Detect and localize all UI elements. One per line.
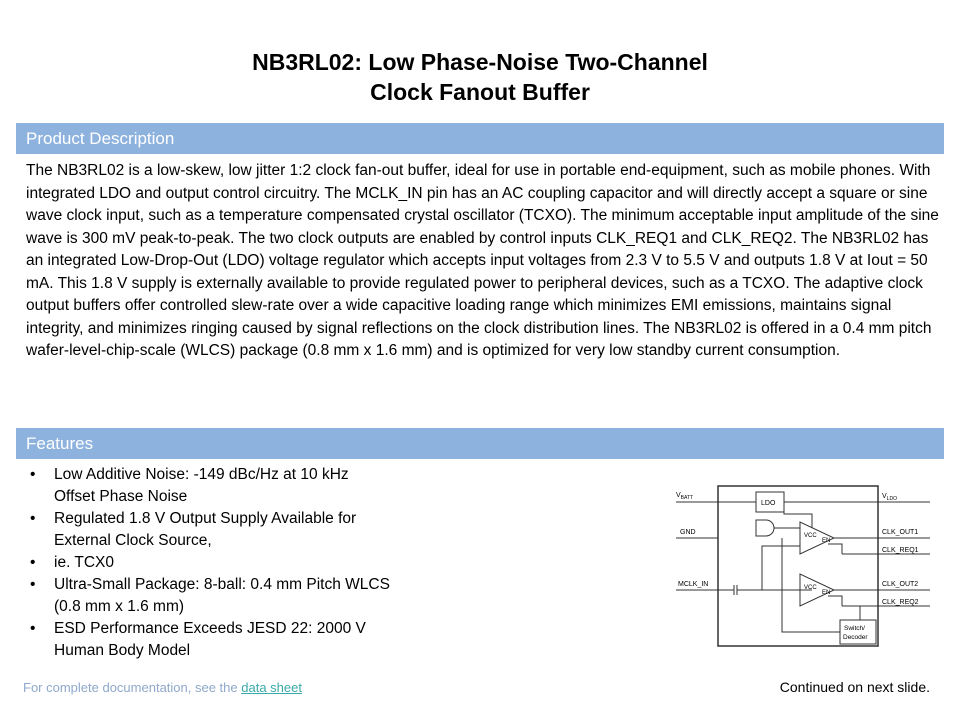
page-title	[0, 47, 960, 107]
feature-line: Regulated 1.8 V Output Supply Available for	[54, 510, 357, 527]
product-description-header	[16, 123, 944, 154]
clk-req2-label: CLK_REQ2	[882, 599, 919, 606]
en2-wire	[828, 596, 842, 606]
feature-line: Human Body Model	[54, 642, 191, 659]
features-list	[30, 464, 470, 662]
feature-line: Low Additive Noise: -149 dBc/Hz at 10 kHz	[54, 466, 349, 483]
bullet-icon: •	[30, 554, 36, 571]
feature-line: Offset Phase Noise	[54, 488, 188, 505]
continued-note: Continued on next slide.	[779, 679, 930, 695]
documentation-note	[23, 680, 302, 695]
vbatt-label: $V_{BATT}$	[676, 492, 694, 501]
vcc-route	[784, 502, 812, 528]
bullet-icon: •	[30, 510, 36, 527]
feature-line: ESD Performance Exceeds JESD 22: 2000 V	[54, 620, 366, 637]
vcc-label-1: VCC	[804, 533, 817, 539]
feature-item	[30, 618, 470, 662]
feature-item	[30, 574, 470, 618]
mclk-in-label: MCLK_IN	[678, 581, 709, 588]
decoder-label: Decoder	[843, 634, 868, 641]
ldo-label: LDO	[761, 500, 776, 507]
bullet-icon: •	[30, 466, 36, 483]
documentation-prefix: For complete documentation, see the	[23, 680, 238, 695]
en-label-2: EN	[822, 590, 831, 596]
switch-label: Switch/	[844, 625, 865, 632]
features-heading: Features	[26, 434, 94, 453]
product-description-heading: Product Description	[26, 129, 175, 148]
chip-outline	[718, 486, 878, 646]
data-sheet-link[interactable]: data sheet	[241, 680, 302, 695]
features-header	[16, 428, 944, 459]
clk-req1-label: CLK_REQ1	[882, 547, 919, 554]
vcc-label-2: VCC	[804, 585, 817, 591]
block-diagram	[672, 482, 930, 650]
mclk-route	[762, 546, 800, 590]
en1-wire	[828, 544, 842, 554]
feature-line: (0.8 mm x 1.6 mm)	[54, 598, 185, 615]
feature-line: External Clock Source,	[54, 532, 212, 549]
title-line-1: NB3RL02: Low Phase-Noise Two-Channel	[252, 49, 708, 75]
feature-item	[30, 464, 470, 508]
bullet-icon: •	[30, 576, 36, 593]
bullet-icon: •	[30, 620, 36, 637]
feature-item	[30, 508, 470, 552]
product-description-text: The NB3RL02 is a low-skew, low jitter 1:2 clock fan-out buffer, ideal for use in portable end-equipment, such as mobile phones. With integrated LDO and output control circuitry. The MCLK_IN pin has an AC coupling capacitor and will directly accept a square or sine wave clock input, such as a temperature compensated crystal oscillator (TCXO). The minimum acceptable input amplitude of the sine wave is 300 mV peak-to-peak. The two clock outputs are enabled by control inputs CLK_REQ1 and CLK_REQ2. The NB3RL02 has an integrated Low-Drop-Out (LDO) voltage regulator which accepts input voltages from 2.3 V to 5.5 V and outputs 1.8 V at Iout = 50 mA. This 1.8 V supply is externally available to provide regulated power to peripheral devices, such as a TCXO. The adaptive clock output buffers offer controlled slew-rate over a wide capacitive loading range which minimizes EMI emissions, maintains signal integrity, and minimizes ringing caused by signal reflections on the clock distribution lines. The NB3RL02 is offered in a 0.4 mm pitch wafer-level-chip-scale (WLCS) package (0.8 mm x 1.6 mm) and is optimized for very low standby current consumption.	[26, 162, 939, 359]
feature-item	[30, 552, 470, 574]
gnd-label: GND	[680, 529, 696, 536]
and-gate	[756, 520, 774, 536]
feature-line: ie. TCX0	[54, 554, 115, 571]
clk-out1-label: CLK_OUT1	[882, 529, 919, 536]
feature-line: Ultra-Small Package: 8-ball: 0.4 mm Pitch WLCS	[54, 576, 390, 593]
en-label-1: EN	[822, 538, 831, 544]
vldo-label: $V_{LDO}$	[882, 493, 897, 502]
title-line-2: Clock Fanout Buffer	[370, 79, 590, 105]
clk-out2-label: CLK_OUT2	[882, 581, 919, 588]
